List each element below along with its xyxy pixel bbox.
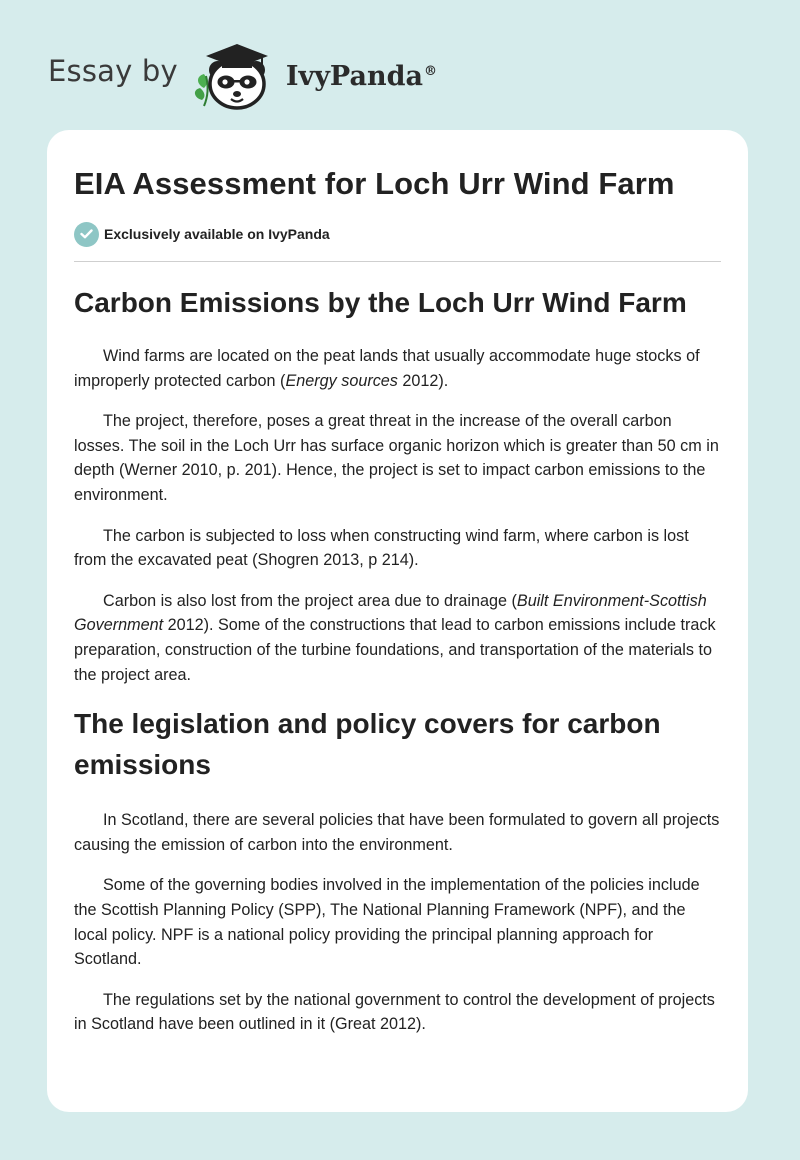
section-heading-carbon-emissions: Carbon Emissions by the Loch Urr Wind Farm bbox=[74, 287, 687, 318]
essay-card bbox=[47, 130, 748, 1112]
badge-text: Exclusively available on IvyPanda bbox=[104, 226, 330, 242]
registered-mark: ® bbox=[423, 63, 437, 79]
paragraph: In Scotland, there are several policies that have been formulated to govern all projects causing the emission of carbon into the environment. bbox=[74, 811, 720, 854]
section-heading-legislation: The legislation and policy covers for carbon emissions bbox=[74, 708, 661, 781]
exclusive-badge bbox=[74, 221, 721, 247]
essay-title: EIA Assessment for Loch Urr Wind Farm bbox=[74, 166, 675, 201]
brand-header bbox=[48, 36, 437, 112]
paragraph: The regulations set by the national government to control the development of projects in Scotland have been outlined in it (Great 2012). bbox=[74, 990, 715, 1034]
citation-source: Built Environment-Scottish Government bbox=[74, 591, 707, 635]
paragraph: Some of the governing bodies involved in the implementation of the policies include the Scottish Planning Policy (SPP), The National Planning Framework (NPF), and the local policy. NPF is a national policy providing the principal planning approach for Scotland. bbox=[74, 876, 700, 969]
panda-logo-icon[interactable] bbox=[192, 36, 282, 112]
section-carbon-emissions bbox=[74, 344, 721, 687]
paragraph: Wind farms are located on the peat lands that usually accommodate huge stocks of improperly protected carbon (Energy sources 2012). bbox=[74, 347, 700, 390]
brand-prefix: Essay by bbox=[48, 54, 178, 88]
check-icon bbox=[74, 222, 99, 247]
paragraph: Carbon is also lost from the project area due to drainage (Built Environment-Scottish Government 2012). Some of the constructions that lead to carbon emissions include track preparation, construction of the turbine foundations, and transportation of the materials to the project area. bbox=[74, 591, 716, 684]
paragraph: The project, therefore, poses a great threat in the increase of the overall carbon losses. The soil in the Loch Urr has surface organic horizon which is greater than 50 cm in depth (Werner 2010, p. 201). Hence, the project is set to impact carbon emissions to the environment. bbox=[74, 412, 719, 504]
paragraph: The carbon is subjected to loss when constructing wind farm, where carbon is lost from the excavated peat (Shogren 2013, p 214). bbox=[74, 526, 689, 570]
citation-source: Energy sources bbox=[285, 371, 398, 390]
brand-name: IvyPanda® bbox=[285, 60, 437, 92]
section-legislation bbox=[74, 808, 721, 1037]
title-divider bbox=[74, 261, 721, 262]
